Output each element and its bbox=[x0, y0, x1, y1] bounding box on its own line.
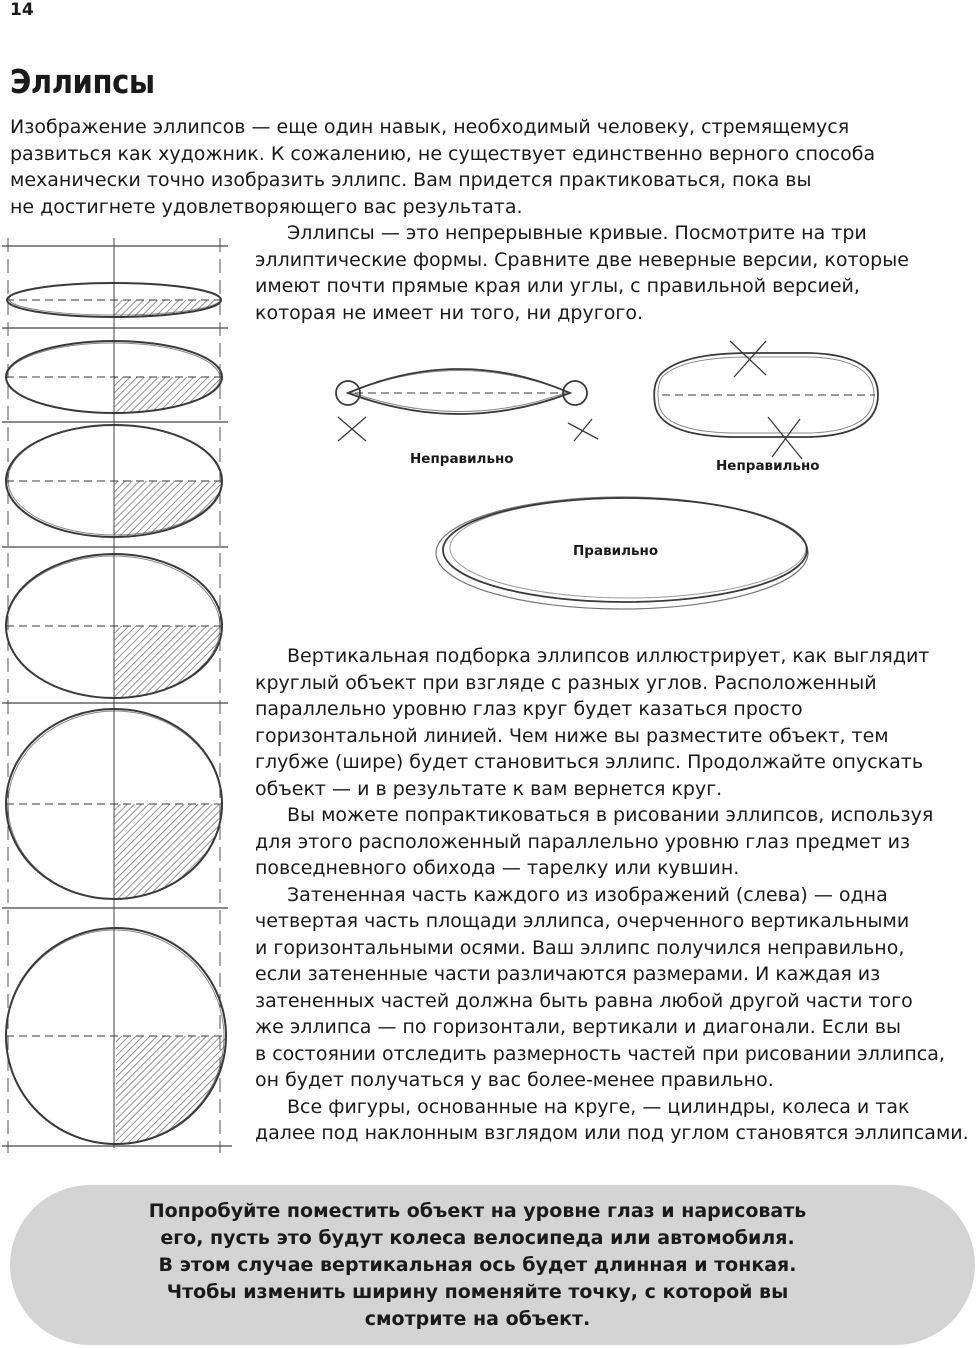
tip-line: В этом случае вертикальная ось будет длинная и тонкая. bbox=[158, 1253, 797, 1276]
text-line: если затененные части различаются размерами. И каждая из bbox=[255, 963, 881, 985]
text-line: в состоянии отследить размерность частей при рисовании эллипса, bbox=[255, 1042, 945, 1065]
intro-line: механически точно изобразить эллипс. Вам придется практиковаться, пока вы bbox=[10, 169, 812, 191]
text-line: далее под наклонным взглядом или под углом становятся эллипсами. bbox=[255, 1122, 969, 1144]
text-line: и горизонтальными осями. Ваш эллипс получился неправильно, bbox=[255, 936, 905, 959]
text-line: он будет получаться у вас более-менее правильно. bbox=[255, 1069, 774, 1091]
text-line: четвертая часть площади эллипса, очерченного вертикальными bbox=[255, 910, 910, 932]
tip-line: Попробуйте поместить объект на уровне глаз и нарисовать bbox=[148, 1199, 807, 1222]
right-label: Правильно bbox=[573, 543, 659, 559]
paragraph-continuous-curves bbox=[255, 220, 977, 326]
text-line: которая не имеет ни того, ни другого. bbox=[255, 301, 643, 324]
text-line: объект — и в результате к вам вернется круг. bbox=[255, 777, 723, 800]
tip-line: его, пусть это будут колеса велосипеда или автомобиля. bbox=[160, 1226, 795, 1249]
text-line: имеют почти прямые края или углы, с правильной версией, bbox=[255, 275, 860, 297]
text-line: Вертикальная подборка эллипсов иллюстрирует, как выглядит bbox=[287, 645, 930, 667]
tip-line: смотрите на объект. bbox=[364, 1307, 591, 1330]
wrong-label-2: Неправильно bbox=[716, 458, 820, 474]
text-line: параллельно уровню глаз круг будет казаться просто bbox=[255, 698, 803, 720]
intro-line: развиться как художник. К сожалению, не существует единственно верного способа bbox=[10, 142, 876, 165]
ellipse-examples-sketch bbox=[330, 335, 890, 625]
ellipse-examples bbox=[330, 335, 890, 629]
text-line: Все фигуры, основанные на круге, — цилиндры, колеса и так bbox=[287, 1095, 910, 1118]
text-line: для этого расположенный параллельно уровню глаз предмет из bbox=[255, 830, 911, 853]
text-line: эллиптические формы. Сравните две неверные версии, которые bbox=[255, 248, 909, 271]
intro-line: не достигнете удовлетворяющего вас результата. bbox=[10, 195, 523, 218]
wrong-label-1: Неправильно bbox=[410, 451, 514, 467]
text-line: повседневного обихода — тарелку или кувшин. bbox=[255, 857, 740, 879]
intro-paragraph bbox=[10, 114, 975, 220]
paragraph-vertical-selection bbox=[255, 643, 977, 1147]
ellipse-progression-sketch bbox=[0, 238, 240, 1153]
tip-box bbox=[10, 1185, 975, 1345]
page-title: Эллипсы bbox=[10, 62, 155, 101]
page-number: 14 bbox=[10, 0, 34, 20]
text-line: горизонтальной линией. Чем ниже вы разместите объект, тем bbox=[255, 724, 889, 747]
text-line: же эллипса — по горизонтали, вертикали и диагонали. Если вы bbox=[255, 1016, 901, 1038]
tip-line: Чтобы изменить ширину поменяйте точку, с которой вы bbox=[166, 1280, 789, 1303]
text-line: Затененная часть каждого из изображений (слева) — одна bbox=[287, 883, 888, 906]
intro-line: Изображение эллипсов — еще один навык, необходимый человеку, стремящемуся bbox=[10, 116, 850, 138]
text-line: Вы можете попрактиковаться в рисовании эллипсов, используя bbox=[287, 804, 934, 826]
text-line: затененных частей должна быть равна любой другой части того bbox=[255, 989, 913, 1012]
text-line: круглый объект при взгляде с разных углов. Расположенный bbox=[255, 671, 877, 694]
text-line: глубже (шире) будет становиться эллипс. Продолжайте опускать bbox=[255, 751, 924, 773]
text-line: Эллипсы — это непрерывные кривые. Посмотрите на три bbox=[287, 222, 867, 244]
